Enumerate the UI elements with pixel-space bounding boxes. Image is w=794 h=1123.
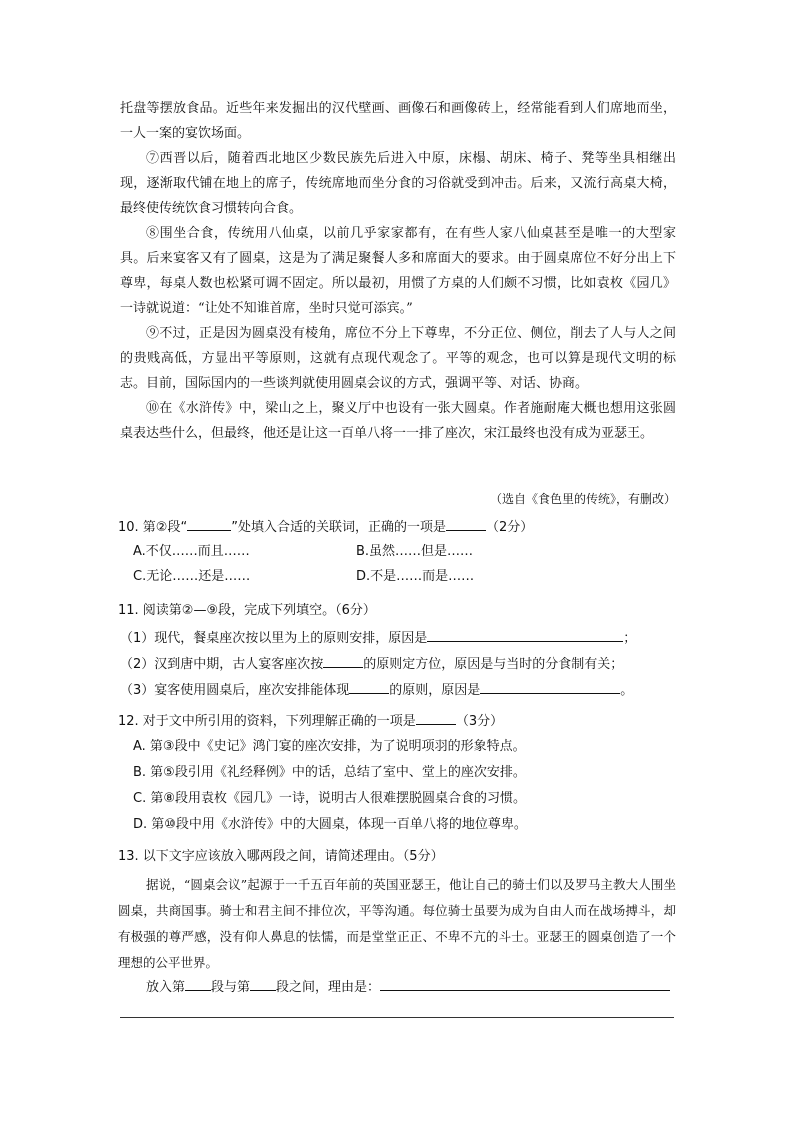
q11-item-3-blank-1[interactable] <box>349 677 389 694</box>
q13-answer-text-c: 段之间，理由是： <box>276 980 381 995</box>
q12-option-a[interactable]: A. 第③段中《史记》鸿门宴的座次安排，为了说明项羽的形象特点。 <box>133 739 526 754</box>
question-11-stem: 11. 阅读第②—⑨段，完成下列填空。（6分） <box>118 603 376 618</box>
q11-item-2-text-b: 的原则定方位，原因是与当时的分食制有关； <box>363 657 624 672</box>
q11-item-2 <box>120 651 623 676</box>
q10-option-c[interactable]: C.无论……还是…… <box>133 569 251 584</box>
q11-item-3-text-b: 的原则，原因是 <box>389 683 481 698</box>
passage-paragraph-8: ⑧围坐合食，传统用八仙桌，以前几乎家家都有，在有些人家八仙桌甚至是唯一的大型家具。后来宴客又有了圆桌，这是为了满足聚餐人多和席面大的要求。由于圆桌席位不好分出上下尊卑，每桌人数也松紧可调不固定。所以最初，用惯了方桌的人们颇不习惯，比如袁枚《园几》一诗就说道：“让处不知谁首席，坐时只觉可添宾。” <box>120 226 676 316</box>
q12-option-d[interactable]: D. 第⑩段中用《水浒传》中的大圆桌，体现一百单八将的地位尊卑。 <box>133 817 527 832</box>
passage-paragraph-6-tail: 托盘等摆放食品。近些年来发掘出的汉代壁画、画像石和画像砖上，经常能看到人们席地而坐，一人一案的宴饮场面。 <box>120 101 676 141</box>
answer-line-divider[interactable] <box>120 1017 674 1018</box>
q12-answer-blank[interactable] <box>416 708 456 725</box>
q10-option-d[interactable]: D.不是……而是…… <box>356 569 475 584</box>
q10-option-b[interactable]: B.虽然……但是…… <box>356 544 474 559</box>
q11-item-3-end: 。 <box>620 683 634 698</box>
q10-stem-part-a: 10. 第②段“ <box>118 520 188 535</box>
q13-reason-blank[interactable] <box>380 974 670 991</box>
question-13-stem: 13. 以下文字应该放入哪两段之间，请简述理由。（5分） <box>118 849 444 864</box>
q13-paragraph-blank-2[interactable] <box>250 974 276 991</box>
q11-item-3-text-a: （3）宴客使用圆桌后，座次安排能体现 <box>120 683 350 698</box>
q13-excerpt: 据说，“圆桌会议”起源于一千五百年前的英国亚瑟王，他让自己的骑士们以及罗马主教大人围坐圆桌，共商国事。骑士和君主间不排位次，平等沟通。每位骑士虽要为成为自由人而在战场搏斗，却有极强的尊严感，没有仰人鼻息的怯懦，而是堂堂正正、不卑不亢的斗士。亚瑟王的圆桌创造了一个理想的公平世界。 <box>118 877 676 970</box>
q11-item-1 <box>120 625 636 650</box>
q10-answer-blank[interactable] <box>446 514 486 531</box>
passage-paragraph-10: ⑩在《水浒传》中，梁山之上，聚义厅中也设有一张大圆桌。作者施耐庵大概也想用这张圆桌表达些什么，但最终，他还是让这一百单八将一一排了座次，宋江最终也没有成为亚瑟王。 <box>120 401 676 441</box>
q12-option-c[interactable]: C. 第⑧段用袁枚《园几》一诗，说明古人很难摆脱圆桌合食的习惯。 <box>133 791 526 806</box>
q11-item-3-blank-2[interactable] <box>480 677 620 694</box>
q12-stem-score: （3分） <box>455 714 504 729</box>
q12-stem-text: 12. 对于文中所引用的资料，下列理解正确的一项是 <box>118 714 416 729</box>
q13-answer-text-a: 放入第 <box>146 980 186 995</box>
passage-paragraph-9: ⑨不过，正是因为圆桌没有棱角，席位不分上下尊卑，不分正位、侧位，削去了人与人之间的贵贱高低，方显出平等原则，这就有点现代观念了。平等的观念，也可以算是现代文明的标志。目前，国际国内的一些谈判就使用圆桌会议的方式，强调平等、对话、协商。 <box>120 326 676 391</box>
q11-item-1-blank[interactable] <box>427 625 623 642</box>
passage-paragraph-7: ⑦西晋以后，随着西北地区少数民族先后进入中原，床榻、胡床、椅子、凳等坐具相继出现，逐渐取代铺在地上的席子，传统席地而坐分食的习俗就受到冲击。后来，又流行高桌大椅，最终使传统饮食习惯转向合食。 <box>120 151 676 216</box>
question-10-stem <box>118 514 533 541</box>
q13-paragraph-blank-1[interactable] <box>185 974 211 991</box>
q10-connective-blank[interactable] <box>187 514 231 531</box>
q13-answer-text-b: 段与第 <box>211 980 251 995</box>
q11-item-2-blank[interactable] <box>323 651 363 668</box>
q11-item-1-text: （1）现代，餐桌座次按以里为上的原则安排，原因是 <box>120 631 428 646</box>
q10-stem-part-c: （2分） <box>485 520 534 535</box>
question-12-stem <box>118 708 503 735</box>
q13-answer-row <box>146 974 670 999</box>
q12-option-b[interactable]: B. 第⑤段引用《礼经释例》中的话，总结了室中、堂上的座次安排。 <box>133 765 526 780</box>
q11-item-2-text-a: （2）汉到唐中期，古人宴客座次按 <box>120 657 324 672</box>
q11-item-1-end: ； <box>623 631 637 646</box>
q10-stem-part-b: ”处填入合适的关联词，正确的一项是 <box>231 520 446 535</box>
reading-passage <box>120 96 676 446</box>
q10-option-a[interactable]: A.不仅……而且…… <box>133 544 250 559</box>
q11-item-3 <box>120 677 633 702</box>
passage-source: （选自《食色里的传统》，有删改） <box>489 492 676 506</box>
